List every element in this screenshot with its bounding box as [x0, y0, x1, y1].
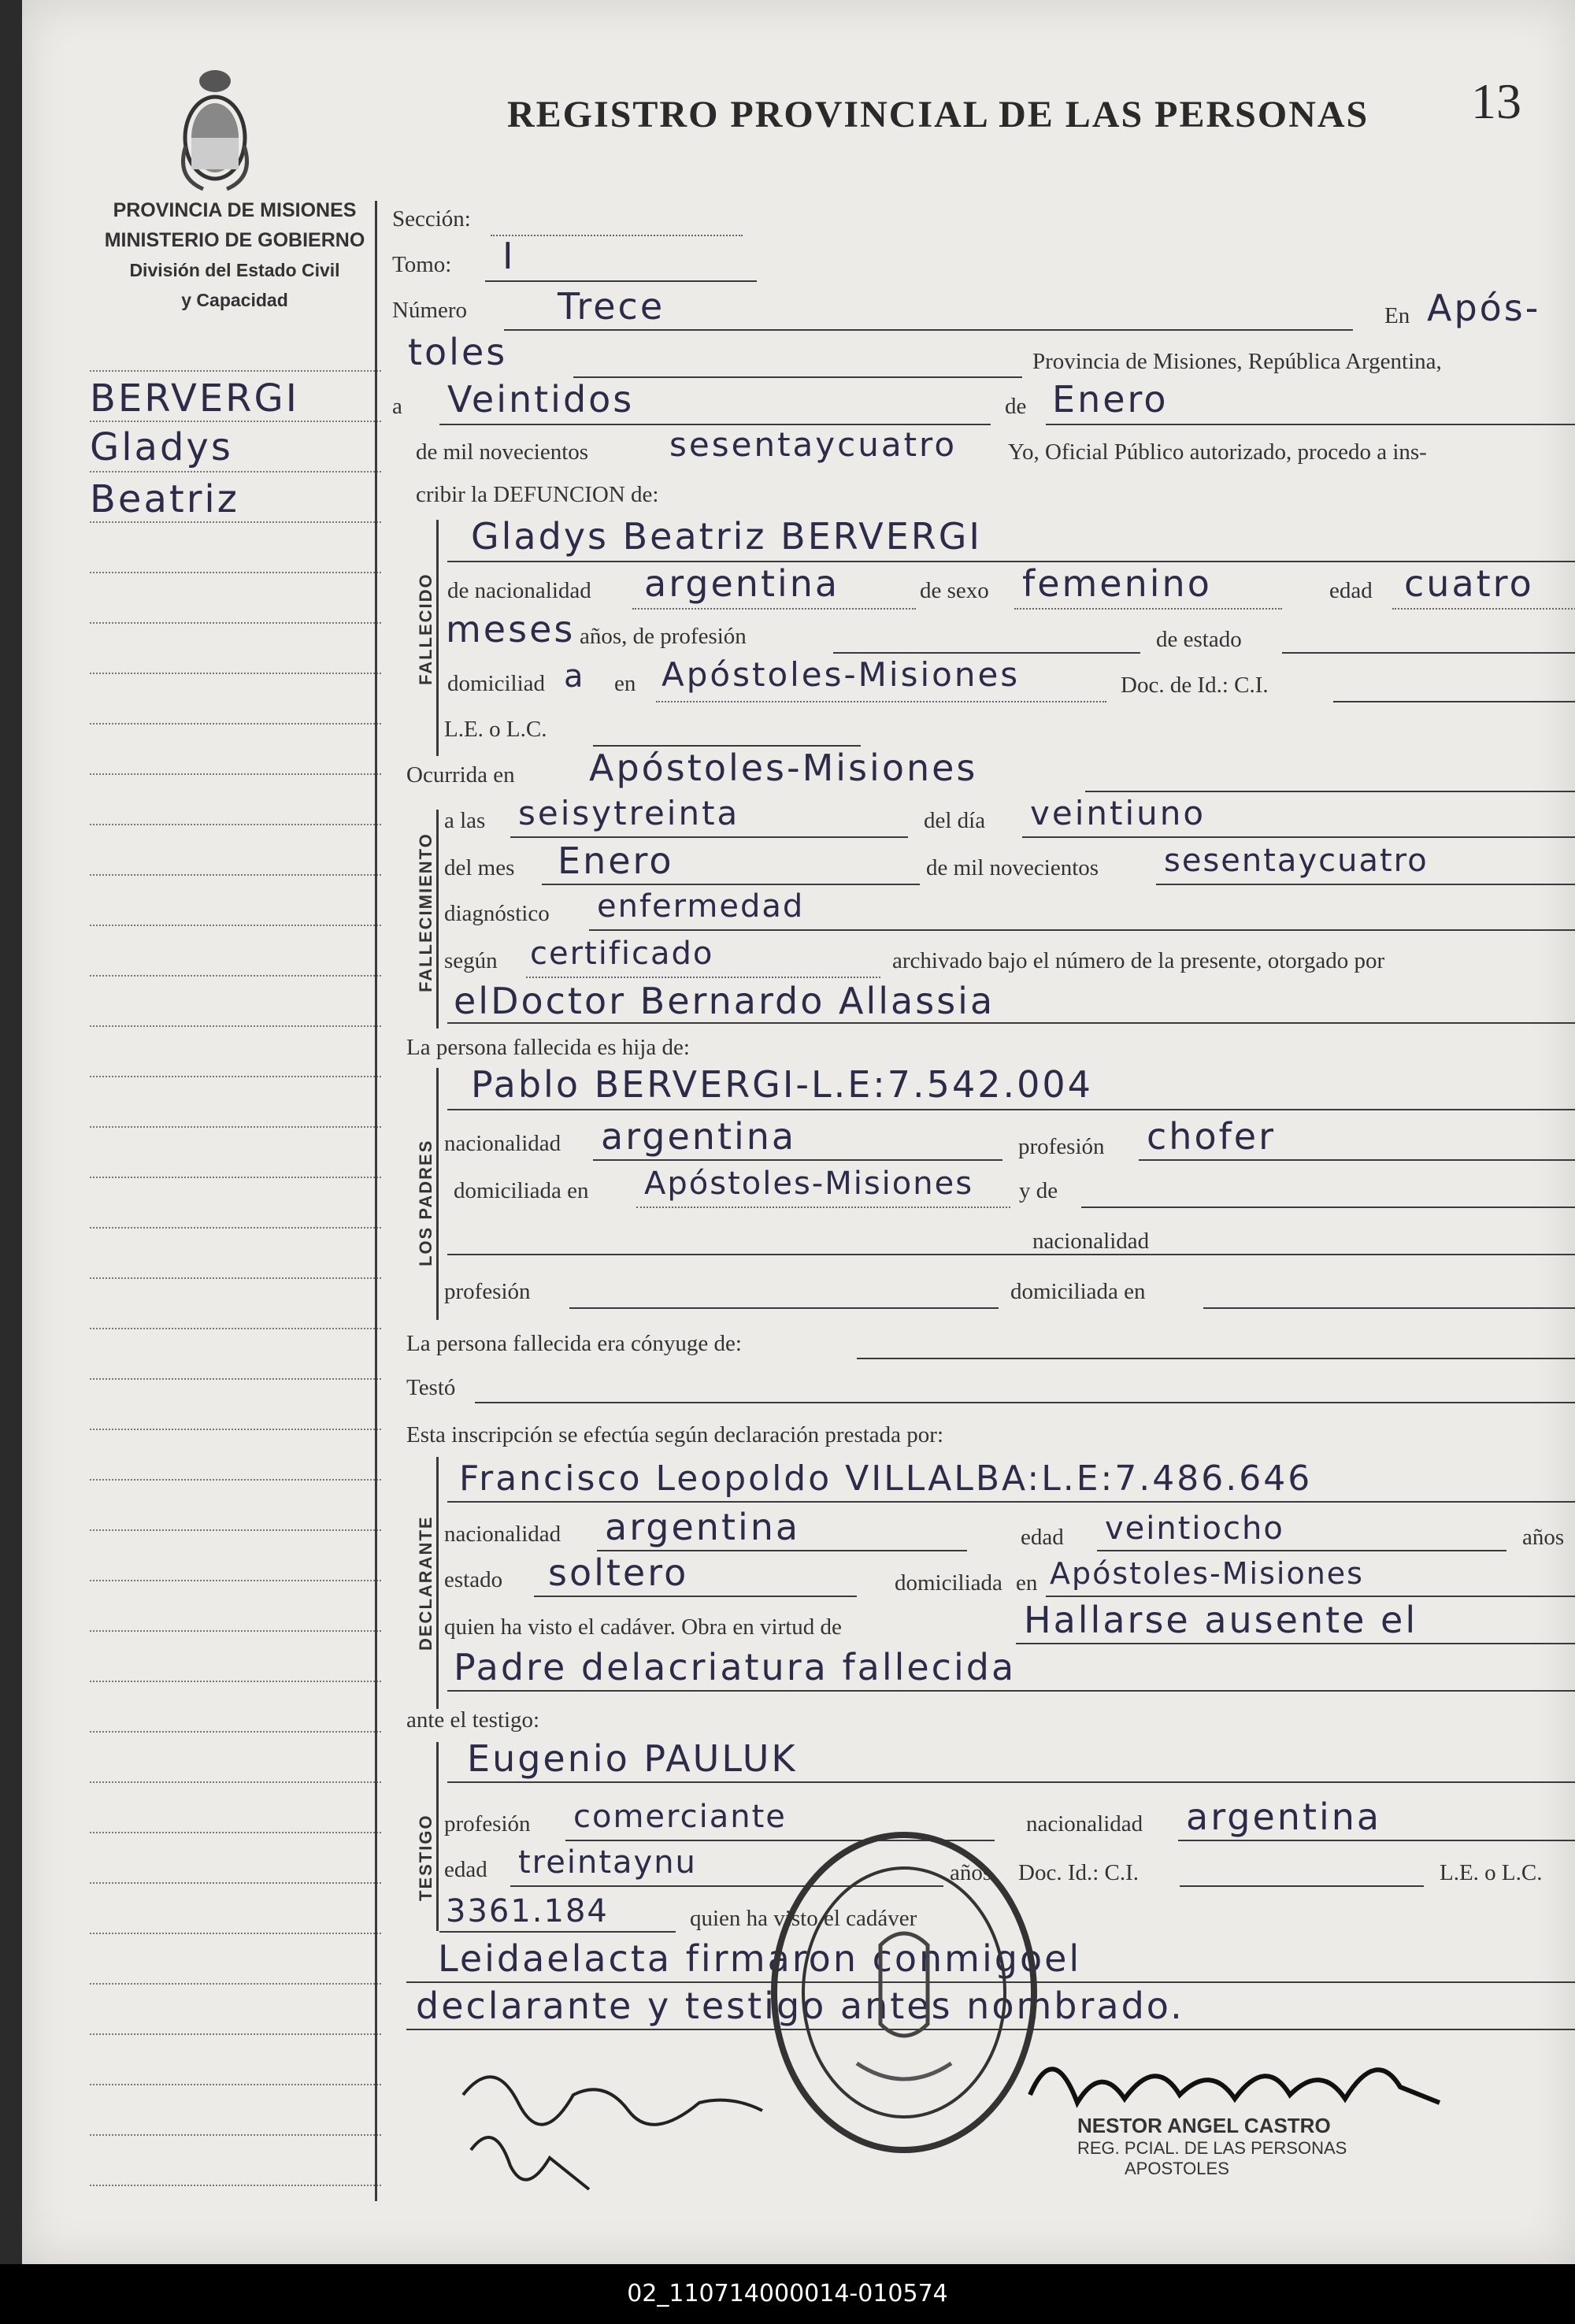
a-label: a [392, 394, 402, 419]
decl-edad-label: edad [1021, 1525, 1064, 1550]
padre-nac-line [593, 1159, 1002, 1161]
city-part-1: Após- [1427, 287, 1541, 329]
diagnostico-label: diagnóstico [444, 901, 550, 926]
org-line: MINISTERIO DE GOBIERNO [104, 229, 365, 251]
padre-value: Pablo BERVERGI-L.E:7.542.004 [471, 1063, 1093, 1106]
sexo-value: femenino [1022, 562, 1212, 605]
testo-label: Testó [406, 1375, 456, 1400]
estado-label: de estado [1156, 627, 1242, 652]
segun-label: según [444, 948, 498, 973]
nacionalidad-label: de nacionalidad [447, 578, 591, 603]
domiciliad-suffix: a [564, 658, 586, 695]
sexo-label: de sexo [920, 578, 989, 603]
anio-value: sesentaycuatro [669, 425, 958, 464]
numero-line [504, 329, 1353, 331]
deceased-name: Gladys Beatriz BERVERGI [471, 515, 982, 558]
del-dia-label: del día [924, 808, 986, 833]
a-las-label: a las [444, 808, 486, 833]
city-part-2: toles [408, 331, 508, 373]
anos-profesion-label: años, de profesión [580, 624, 747, 649]
y-de-label: y de [1019, 1178, 1058, 1203]
obra-line-2 [447, 1690, 1575, 1692]
sexo-line [1014, 608, 1282, 610]
hora-line [510, 836, 908, 838]
column-divider [375, 201, 377, 2201]
cribir-label: cribir la DEFUNCION de: [416, 482, 659, 507]
ocurrida-label: Ocurrida en [406, 762, 515, 788]
test-nac-line [1178, 1840, 1575, 1841]
segun-line [526, 977, 880, 978]
fallecimiento-tag: FALLECIMIENTO [416, 832, 435, 992]
fallecido-bracket [436, 520, 439, 756]
nacionalidad-line [632, 608, 916, 610]
edad-value-1: cuatro [1404, 562, 1534, 605]
edad-value-2: meses [446, 608, 576, 650]
declarante-bracket [436, 1457, 439, 1709]
official-name: NESTOR ANGEL CASTRO [1077, 2114, 1331, 2137]
tomo-line [485, 280, 757, 282]
testigo-tag: TESTIGO [416, 1814, 435, 1901]
doc-id-line [1333, 701, 1575, 702]
de-label: de [1005, 394, 1027, 419]
oficial-label: Yo, Oficial Público autorizado, procedo a ins- [1008, 439, 1427, 465]
madre-prof-line [569, 1307, 999, 1309]
cierre-line-2: declarante y testigo antes nombrado. [416, 1985, 1184, 2027]
archivado-label: archivado bajo el número de la presente, otorgado por [892, 948, 1385, 973]
test-doc-label: Doc. Id.: C.I. [1018, 1860, 1140, 1885]
official-stamp [1077, 2114, 1347, 2179]
numero-value: Trece [558, 285, 665, 328]
mes-fall-line [542, 884, 920, 885]
tomo-value: I [502, 235, 516, 277]
test-anos-label: años [950, 1860, 992, 1885]
declarante-line [447, 1501, 1575, 1503]
test-doc-line [1180, 1885, 1424, 1887]
test-edad-value: treintaynu [518, 1844, 697, 1881]
mes-fall-value: Enero [558, 840, 674, 882]
org-line: PROVINCIA DE MISIONES [113, 199, 357, 221]
edad-label: edad [1329, 578, 1373, 603]
de-mil2-label: de mil novecientos [926, 855, 1099, 880]
decl-nac-label: nacionalidad [444, 1522, 561, 1547]
padre-prof-line [1139, 1159, 1575, 1161]
anio-fall-value: sesentaycuatro [1164, 843, 1429, 879]
medico-line [447, 1022, 1575, 1024]
conyuge-label: La persona fallecida era cónyuge de: [406, 1331, 742, 1356]
madre-dom-label: domiciliada en [1010, 1279, 1146, 1304]
fallecimiento-bracket [436, 810, 439, 1029]
padre-nac-label: nacionalidad [444, 1131, 561, 1156]
declarante-tag: DECLARANTE [416, 1515, 435, 1651]
domicilio-value: Apóstoles-Misiones [662, 655, 1021, 694]
de-mil-label: de mil novecientos [416, 439, 589, 465]
test-nac-value: argentina [1186, 1796, 1382, 1838]
segun-value: certificado [530, 936, 714, 972]
nacionalidad-value: argentina [644, 562, 840, 605]
signature-official-icon [1022, 2032, 1447, 2126]
image-id-bar: 02_110714000014-010574 [0, 2264, 1575, 2324]
official-city: APOSTOLES [1125, 2159, 1229, 2178]
obra-value-2: Padre delacriatura fallecida [454, 1646, 1017, 1688]
provincia-label: Provincia de Misiones, República Argentina, [1032, 349, 1442, 374]
madre-nac-label: nacionalidad [1032, 1229, 1150, 1254]
mes-line [1046, 424, 1575, 425]
medico-value: elDoctor Bernardo Allassia [454, 980, 995, 1022]
org-line: División del Estado Civil [129, 260, 340, 280]
padre-prof-label: profesión [1018, 1134, 1105, 1159]
sidebar-org [69, 195, 400, 315]
decl-edad-value: veintiocho [1105, 1510, 1284, 1547]
decl-anos-label: años [1522, 1525, 1565, 1550]
profesion-line [833, 652, 1140, 654]
official-title: REG. PCIAL. DE LAS PERSONAS [1077, 2138, 1347, 2158]
decl-dom-label: domiciliada [895, 1570, 1002, 1596]
tomo-label: Tomo: [392, 252, 452, 277]
domicilio-line [656, 701, 1106, 702]
quien-visto-label: quien ha visto el cadáver. Obra en virtud de [444, 1614, 842, 1640]
madre-dom-line [1203, 1307, 1575, 1309]
margin-first-name: Gladys [90, 425, 233, 469]
page-title: REGISTRO PROVINCIAL DE LAS PERSONAS [507, 94, 1369, 135]
padre-dom-label: domiciliada en [454, 1178, 589, 1203]
padres-tag: LOS PADRES [416, 1139, 435, 1266]
coat-of-arms-icon [172, 59, 258, 193]
ante-testigo-label: ante el testigo: [406, 1707, 540, 1733]
signature-declarante-icon [447, 2048, 778, 2205]
padre-prof-value: chofer [1147, 1115, 1276, 1158]
seccion-line [491, 235, 743, 236]
diagnostico-line [589, 929, 1575, 931]
padre-line [447, 1109, 1575, 1110]
madre-prof-label: profesión [444, 1279, 531, 1304]
dia-fall-value: veintiuno [1030, 794, 1206, 832]
margin-surname: BERVERGI [90, 376, 299, 421]
padre-nac-value: argentina [601, 1115, 797, 1158]
hija-de-label: La persona fallecida es hija de: [406, 1035, 690, 1060]
city-line [573, 376, 1022, 378]
test-le-label: L.E. o L.C. [1440, 1860, 1543, 1885]
decl-estado-label: estado [444, 1567, 503, 1592]
madre-line [1081, 1206, 1575, 1208]
del-mes-label: del mes [444, 855, 515, 880]
decl-estado-value: soltero [548, 1551, 689, 1594]
test-doc-line-2 [439, 1931, 676, 1933]
declaracion-label: Esta inscripción se efectúa según declaración prestada por: [406, 1422, 944, 1447]
dia-fall-line [1022, 836, 1575, 838]
test-nac-label: nacionalidad [1026, 1811, 1143, 1837]
test-prof-label: profesión [444, 1811, 531, 1837]
le-lc-label: L.E. o L.C. [444, 717, 547, 742]
estado-line [1282, 652, 1575, 654]
testo-line [475, 1402, 1575, 1403]
decl-dom-value: Apóstoles-Misiones [1050, 1556, 1364, 1591]
decl-dom-line [1046, 1596, 1575, 1597]
decl-nac-value: argentina [605, 1506, 801, 1548]
doc-id-label: Doc. de Id.: C.I. [1121, 673, 1269, 698]
ocurrida-value: Apóstoles-Misiones [589, 747, 978, 789]
test-doc-value: 3361.184 [446, 1893, 609, 1929]
obra-value-1: Hallarse ausente el [1024, 1599, 1418, 1641]
domicilio-en-label: en [614, 671, 636, 696]
test-edad-label: edad [444, 1857, 487, 1882]
obra-line-1 [1016, 1643, 1575, 1644]
testigo-bracket [436, 1742, 439, 1931]
mes-value: Enero [1052, 378, 1169, 421]
decl-dom-en-label: en [1016, 1570, 1038, 1596]
padre-dom-line [636, 1206, 1010, 1208]
dia-value: Veintidos [447, 378, 635, 421]
seccion-label: Sección: [392, 206, 471, 232]
hora-value: seisytreinta [518, 794, 740, 832]
registry-seal-icon [762, 1827, 1046, 2158]
document-page [22, 0, 1575, 2264]
anio-fall-line [1156, 884, 1575, 885]
en-label: En [1384, 303, 1410, 328]
domiciliad-label: domiciliad [447, 671, 546, 696]
edad-line [1392, 608, 1575, 610]
margin-second-name: Beatriz [90, 477, 239, 521]
madre-line-2 [447, 1254, 1575, 1255]
fallecido-tag: FALLECIDO [416, 573, 435, 685]
testigo-value: Eugenio PAULUK [467, 1737, 798, 1780]
test-prof-value: comerciante [573, 1799, 787, 1835]
decl-edad-line [1097, 1550, 1506, 1551]
diagnostico-value: enfermedad [597, 888, 805, 925]
padres-bracket [436, 1068, 439, 1320]
cierre-line-1: Leidaelacta firmaron conmigoel [438, 1937, 1082, 1980]
org-line: y Capacidad [181, 290, 288, 310]
numero-label: Número [392, 298, 468, 323]
page-number: 13 [1471, 73, 1521, 129]
quien-visto2-label: quien ha visto el cadáver [690, 1906, 917, 1931]
padre-dom-value: Apóstoles-Misiones [644, 1166, 974, 1202]
decl-estado-line [534, 1596, 857, 1597]
testigo-line [447, 1781, 1575, 1783]
conyuge-line [857, 1358, 1575, 1359]
declarante-value: Francisco Leopoldo VILLALBA:L.E:7.486.646 [459, 1459, 1313, 1499]
ocurrida-line [1085, 791, 1575, 792]
